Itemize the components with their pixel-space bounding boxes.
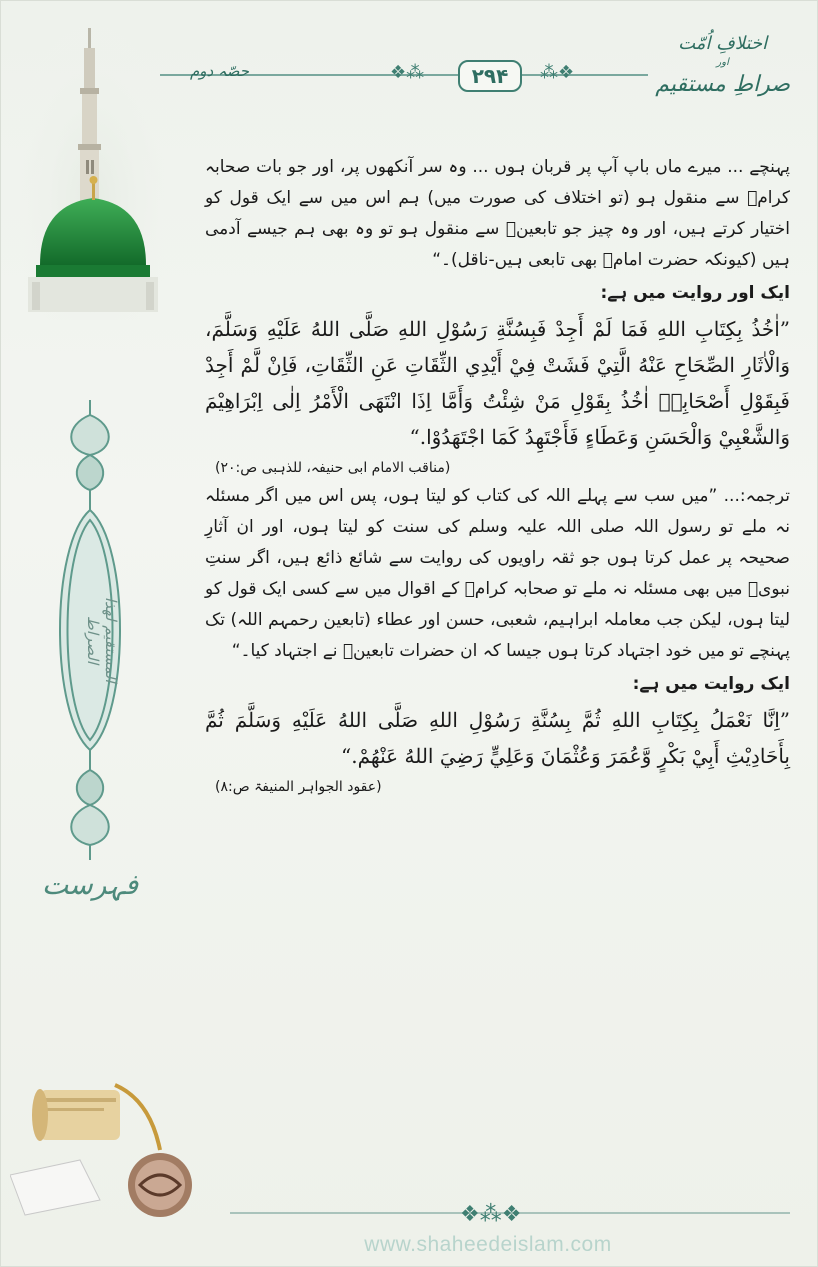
book-title-line3: صراطِ مستقیم <box>655 71 790 97</box>
reference-citation: (مناقب الامام ابی حنیفہ، للذہبی ص:۲۰) <box>215 460 451 476</box>
side-panel-title: المستقیم لھذا الصراط <box>84 597 120 683</box>
arabic-quote: ”اٰخُذُ بِكِتَابِ اللهِ فَمَا لَمْ أَجِدْ فَبِسُنَّةِ رَسُوْلِ اللهِ صَلَّى اللهُ عَلَيْهِ وَسَلَّمَ، وَالْاٰثَارِ الصِّحَاحِ عَنْهُ الَّتِيْ فَشَتْ فِيْ أَيْدِي الثِّقَاتِ عَنِ الثِّقَاتِ، فَاِنْ لَّمْ أَجِدْ فَبِقَوْلِ أَصْحَابِهٖ اٰخُذُ بِقَوْلِ مَنْ شِئْتُ وَأَمَّا اِذَا انْتَهَى الْأَمْرُ اِلٰى اِبْرَاهِيْمَ وَالشَّعْبِيْ وَالْحَسَنِ وَعَطَاءٍ فَأَجْتَهِدُ كَمَا اجْتَهَدُوْا.“ <box>205 317 790 449</box>
floral-ornament-icon: ⁂❖ <box>540 62 575 83</box>
section-label: حصّہ دوم <box>190 62 250 80</box>
toc-link[interactable]: فہرست <box>41 868 139 901</box>
floral-ornament-icon: ❖⁂ <box>390 62 425 83</box>
floral-ornament-icon: ❖⁂❖ <box>460 1202 522 1227</box>
paragraph-continuation: پہنچے ... میرے ماں باپ آپ پر قربان ہوں ... وہ سر آنکھوں پر، اور جو بات صحابہ کرامؓ سے منقول ہو (تو اختلاف کی صورت میں) ہم اس میں سے ایک قول کو اختیار کرتے ہیں، اور وہ چیز جو تابعینؒ سے منقول ہو تو وہ بھی ہم جیسے آدمی ہیں (کیونکہ حضرت امامؒ بھی تابعی ہیں-ناقل)۔“ <box>205 157 790 270</box>
arabic-quote: ”اِنَّا نَعْمَلُ بِكِتَابِ اللهِ ثُمَّ بِسُنَّةِ رَسُوْلِ اللهِ صَلَّى اللهُ عَلَيْهِ وَسَلَّمَ ثُمَّ بِأَحَادِيْثِ أَبِيْ بَكْرٍ وَّعُمَرَ وَعُثْمَانَ وَعَلِيٍّ رَضِيَ اللهُ عَنْهُمْ.“ <box>205 708 790 768</box>
calligraphy-seal-icon <box>128 1153 192 1217</box>
page-header <box>160 33 818 120</box>
book-title-line2: اور <box>716 57 729 69</box>
translation-paragraph: ترجمہ:... ”میں سب سے پہلے اللہ کی کتاب کو لیتا ہوں، پس اس میں اگر مسئلہ نہ ملے تو رسول اللہ صلی اللہ علیہ وسلم کی سنت کو لیتا ہوں، اور ان آثارِ صحیحہ پر عمل کرتا ہوں جو ثقہ راویوں کی روایت سے شائع ذائع ہیں، اگر سنتِ نبویؐ میں بھی مسئلہ نہ ملے تو صحابہ کرامؓ کے اقوال میں سے کسی ایک قول کو لیتا ہوں، لیکن جب معاملہ ابراہیم، شعبی، حسن اور عطاء (تابعین رحمہم اللہ) تک پہنچے تو میں خود اجتہاد کرتا ہوں جیسا کہ ان حضرات تابعینؒ نے اجتہاد کیا۔“ <box>205 486 790 661</box>
main-content <box>205 152 790 800</box>
narration-intro: ایک روایت میں ہے: <box>632 674 790 694</box>
book-title-line1: اختلافِ اُمّت <box>678 33 768 54</box>
book-title <box>655 32 790 99</box>
dome-minaret-icon <box>18 20 168 320</box>
narration-intro: ایک اور روایت میں ہے: <box>600 283 790 303</box>
website-url[interactable]: www.shaheedeislam.com <box>364 1233 612 1256</box>
scroll-quill-icon <box>10 1080 210 1220</box>
reference-citation: (عقود الجواہر المنیفۃ ص:۸) <box>215 779 382 795</box>
page-number: ۲۹۴ <box>458 60 522 92</box>
